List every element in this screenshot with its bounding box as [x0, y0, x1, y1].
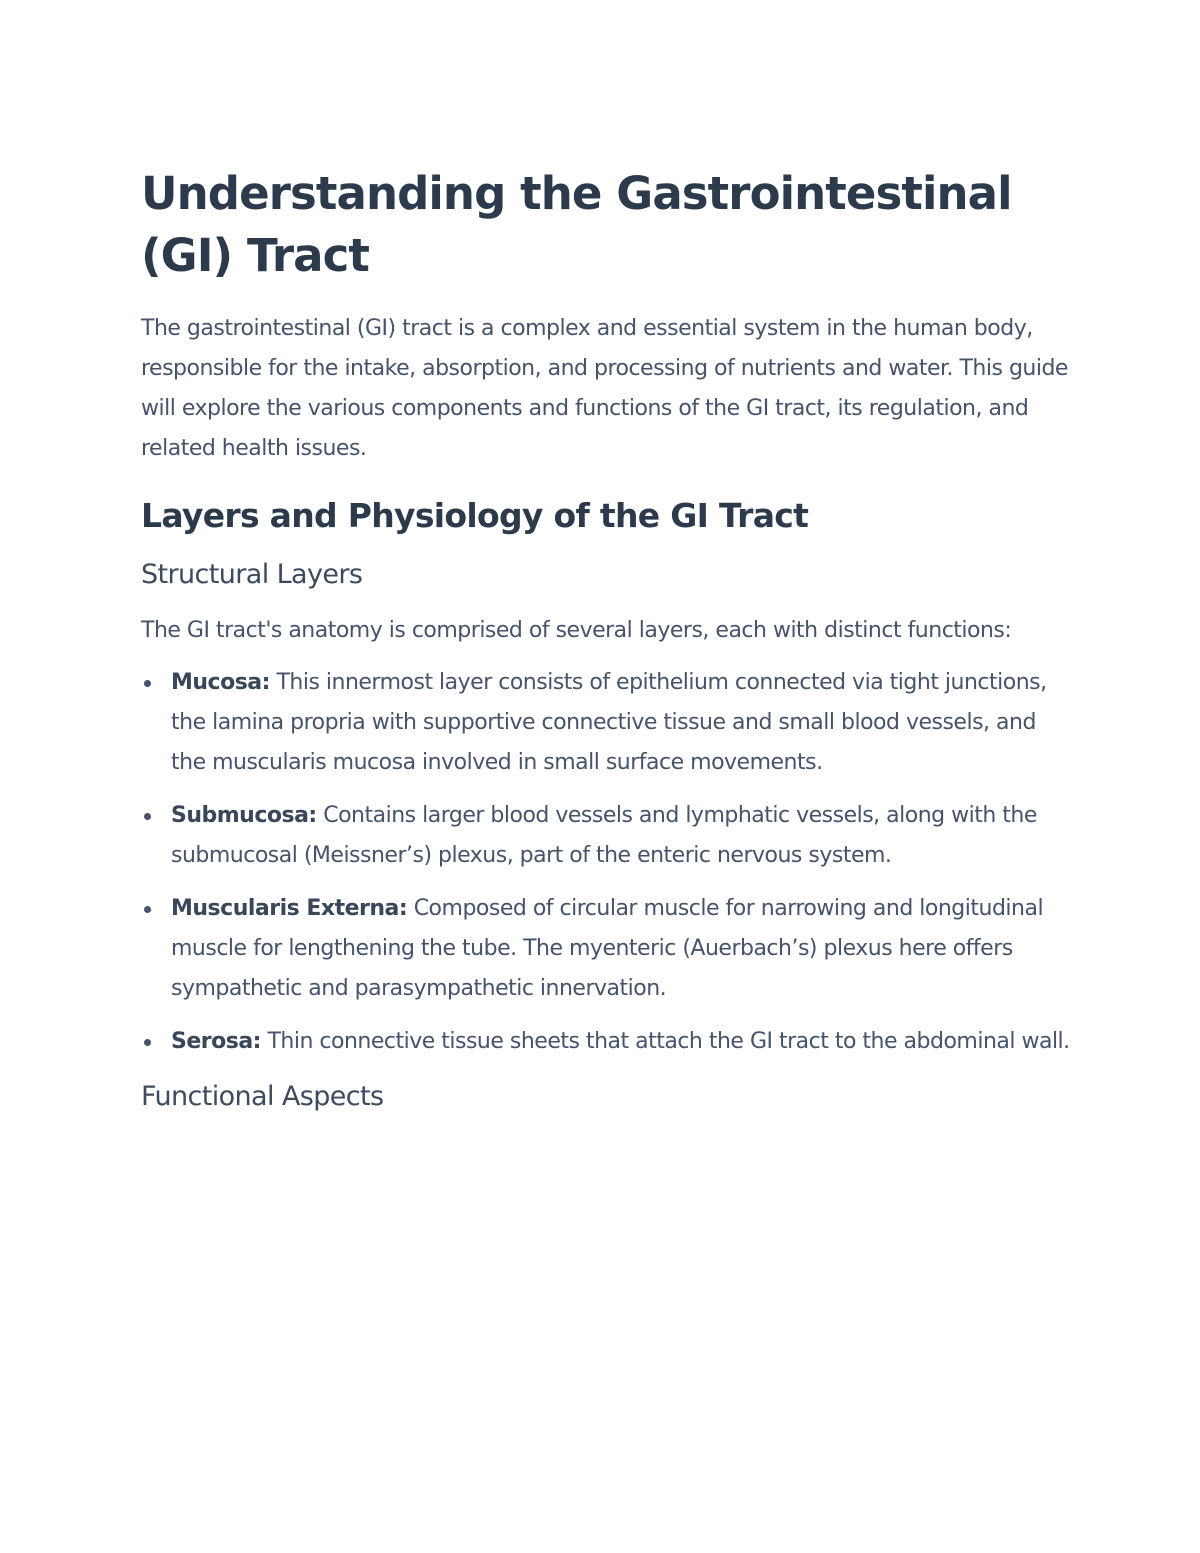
list-item-mucosa: [141, 663, 1071, 783]
list-item-term: Serosa:: [171, 1029, 261, 1054]
bullet-icon: [144, 680, 151, 687]
list-item-submucosa: [141, 796, 1071, 876]
list-item-term: Muscularis Externa:: [171, 896, 408, 921]
layers-list: [141, 663, 1071, 1062]
functional-aspects-heading: Functional Aspects: [141, 1081, 384, 1112]
section-heading: Layers and Physiology of the GI Tract: [141, 496, 809, 535]
list-item-text: Thin connective tissue sheets that attach the GI tract to the abdominal wall.: [260, 1029, 1070, 1054]
list-item-serosa: [141, 1022, 1071, 1062]
bullet-icon: [144, 1039, 151, 1046]
list-item-text: Contains larger blood vessels and lymphatic vessels, along with the submucosal (Meissner’s) plexus, part of the enteric nervous system.: [171, 803, 1037, 868]
bullet-icon: [144, 813, 151, 820]
page-title: Understanding the Gastrointestinal (GI) Tract: [141, 167, 1012, 282]
list-item-term: Submucosa:: [171, 803, 317, 828]
list-item-text: Composed of circular muscle for narrowing and longitudinal muscle for lengthening the tube. The myenteric (Auerbach’s) plexus here offers sympathetic and parasympathetic innervation.: [171, 896, 1044, 1001]
list-item-term: Mucosa:: [171, 670, 270, 695]
bullet-icon: [144, 906, 151, 913]
intro-paragraph: The gastrointestinal (GI) tract is a complex and essential system in the human body, responsible for the intake, absorption, and processing of nutrients and water. This guide will explore the various components and functions of the GI tract, its regulation, and related health issues.: [141, 316, 1068, 461]
structural-layers-intro: The GI tract's anatomy is comprised of several layers, each with distinct functions:: [141, 618, 1012, 643]
structural-layers-heading: Structural Layers: [141, 559, 363, 590]
document-page: [141, 163, 1071, 1119]
list-item-muscularis-externa: [141, 889, 1071, 1009]
list-item-text: This innermost layer consists of epithelium connected via tight junctions, the lamina propria with supportive connective tissue and small blood vessels, and the muscularis mucosa involved in small surface movements.: [171, 670, 1047, 775]
